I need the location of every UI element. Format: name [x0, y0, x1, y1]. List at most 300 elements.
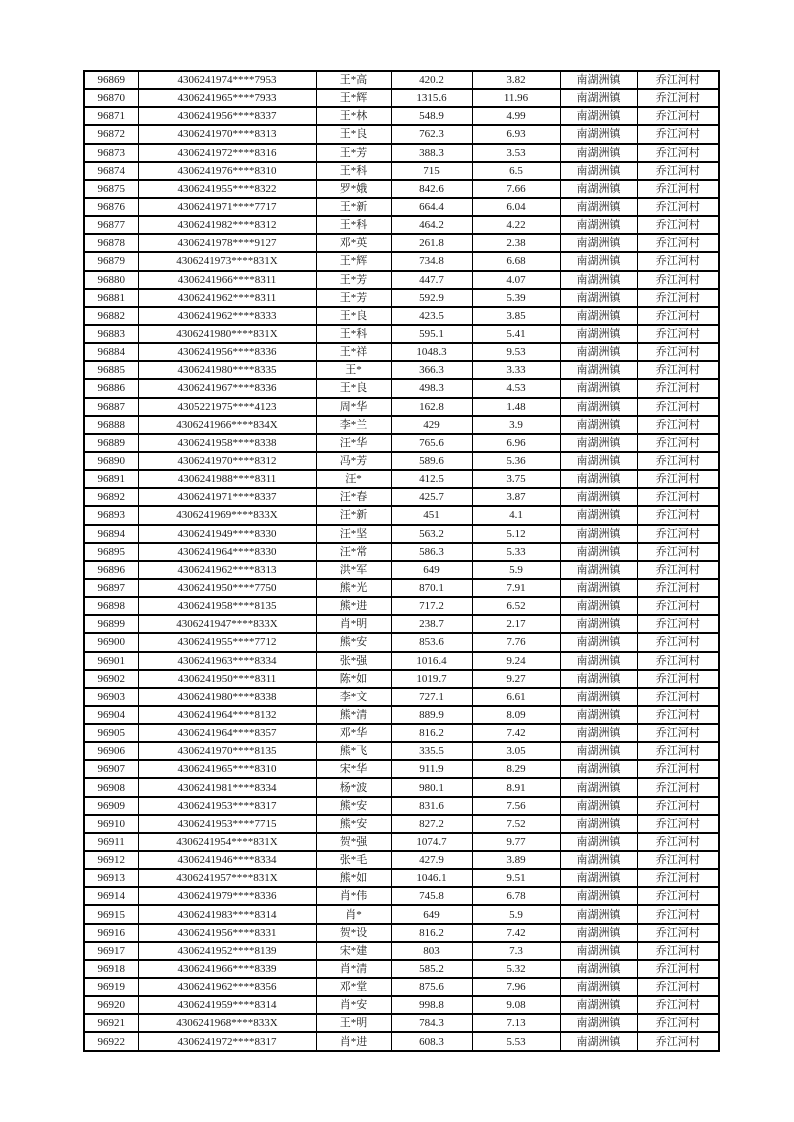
cell-town: 南湖洲镇 — [560, 89, 637, 107]
cell-village: 乔江河村 — [637, 1032, 719, 1050]
cell-amount: 427.9 — [391, 851, 472, 869]
cell-village: 乔江河村 — [637, 89, 719, 107]
cell-rate: 3.85 — [472, 307, 560, 325]
cell-masked-name: 肖*明 — [316, 615, 391, 633]
cell-amount: 451 — [391, 506, 472, 524]
cell-amount: 784.3 — [391, 1014, 472, 1032]
cell-masked-id-number: 4306241959****8314 — [138, 996, 316, 1014]
cell-masked-name: 熊*光 — [316, 579, 391, 597]
cell-serial-number: 96921 — [84, 1014, 138, 1032]
cell-town: 南湖洲镇 — [560, 216, 637, 234]
cell-rate: 5.39 — [472, 289, 560, 307]
cell-masked-name: 贺*设 — [316, 924, 391, 942]
cell-rate: 6.61 — [472, 688, 560, 706]
cell-rate: 5.36 — [472, 452, 560, 470]
cell-serial-number: 96903 — [84, 688, 138, 706]
cell-masked-id-number: 4306241962****8311 — [138, 289, 316, 307]
cell-town: 南湖洲镇 — [560, 597, 637, 615]
cell-masked-id-number: 4306241964****8330 — [138, 543, 316, 561]
cell-masked-id-number: 4305221975****4123 — [138, 398, 316, 416]
cell-village: 乔江河村 — [637, 833, 719, 851]
cell-rate: 7.52 — [472, 815, 560, 833]
cell-village: 乔江河村 — [637, 198, 719, 216]
cell-masked-name: 王*祥 — [316, 343, 391, 361]
cell-masked-id-number: 4306241976****8310 — [138, 162, 316, 180]
cell-amount: 1074.7 — [391, 833, 472, 851]
cell-village: 乔江河村 — [637, 271, 719, 289]
cell-amount: 816.2 — [391, 924, 472, 942]
cell-masked-id-number: 4306241946****8334 — [138, 851, 316, 869]
cell-village: 乔江河村 — [637, 216, 719, 234]
cell-rate: 6.5 — [472, 162, 560, 180]
cell-serial-number: 96893 — [84, 506, 138, 524]
cell-rate: 6.52 — [472, 597, 560, 615]
cell-amount: 447.7 — [391, 271, 472, 289]
cell-masked-id-number: 4306241966****834X — [138, 416, 316, 434]
cell-town: 南湖洲镇 — [560, 724, 637, 742]
cell-masked-id-number: 4306241974****7953 — [138, 71, 316, 89]
cell-masked-id-number: 4306241950****8311 — [138, 670, 316, 688]
cell-amount: 464.2 — [391, 216, 472, 234]
cell-village: 乔江河村 — [637, 978, 719, 996]
cell-rate: 4.1 — [472, 506, 560, 524]
cell-serial-number: 96901 — [84, 652, 138, 670]
cell-serial-number: 96885 — [84, 361, 138, 379]
cell-town: 南湖洲镇 — [560, 778, 637, 796]
cell-serial-number: 96894 — [84, 525, 138, 543]
cell-town: 南湖洲镇 — [560, 162, 637, 180]
cell-amount: 366.3 — [391, 361, 472, 379]
cell-masked-name: 王*明 — [316, 1014, 391, 1032]
cell-serial-number: 96875 — [84, 180, 138, 198]
cell-village: 乔江河村 — [637, 887, 719, 905]
cell-serial-number: 96889 — [84, 434, 138, 452]
cell-village: 乔江河村 — [637, 942, 719, 960]
cell-amount: 585.2 — [391, 960, 472, 978]
cell-serial-number: 96895 — [84, 543, 138, 561]
cell-town: 南湖洲镇 — [560, 289, 637, 307]
cell-town: 南湖洲镇 — [560, 543, 637, 561]
cell-masked-id-number: 4306241949****8330 — [138, 525, 316, 543]
cell-serial-number: 96908 — [84, 778, 138, 796]
cell-amount: 498.3 — [391, 379, 472, 397]
table-row — [84, 978, 719, 996]
cell-village: 乔江河村 — [637, 343, 719, 361]
cell-amount: 548.9 — [391, 107, 472, 125]
table-row — [84, 833, 719, 851]
cell-amount: 1016.4 — [391, 652, 472, 670]
cell-rate: 5.32 — [472, 960, 560, 978]
cell-masked-name: 王*良 — [316, 307, 391, 325]
cell-serial-number: 96886 — [84, 379, 138, 397]
cell-masked-id-number: 4306241956****8331 — [138, 924, 316, 942]
cell-village: 乔江河村 — [637, 597, 719, 615]
cell-masked-name: 王*科 — [316, 162, 391, 180]
cell-serial-number: 96884 — [84, 343, 138, 361]
cell-town: 南湖洲镇 — [560, 234, 637, 252]
table-row — [84, 996, 719, 1014]
cell-rate: 4.22 — [472, 216, 560, 234]
cell-masked-name: 熊*如 — [316, 869, 391, 887]
cell-rate: 4.07 — [472, 271, 560, 289]
cell-masked-id-number: 4306241955****7712 — [138, 633, 316, 651]
cell-town: 南湖洲镇 — [560, 271, 637, 289]
cell-village: 乔江河村 — [637, 670, 719, 688]
table-row — [84, 924, 719, 942]
cell-village: 乔江河村 — [637, 125, 719, 143]
cell-amount: 911.9 — [391, 760, 472, 778]
cell-masked-name: 王*芳 — [316, 289, 391, 307]
cell-serial-number: 96870 — [84, 89, 138, 107]
cell-village: 乔江河村 — [637, 144, 719, 162]
cell-rate: 3.89 — [472, 851, 560, 869]
cell-amount: 715 — [391, 162, 472, 180]
table-row — [84, 960, 719, 978]
cell-masked-id-number: 4306241980****831X — [138, 325, 316, 343]
table-row — [84, 724, 719, 742]
cell-rate: 9.77 — [472, 833, 560, 851]
cell-masked-id-number: 4306241956****8337 — [138, 107, 316, 125]
cell-masked-name: 洪*军 — [316, 561, 391, 579]
cell-village: 乔江河村 — [637, 416, 719, 434]
cell-town: 南湖洲镇 — [560, 670, 637, 688]
cell-masked-id-number: 4306241970****8135 — [138, 742, 316, 760]
cell-masked-name: 杨*波 — [316, 778, 391, 796]
cell-village: 乔江河村 — [637, 851, 719, 869]
cell-amount: 664.4 — [391, 198, 472, 216]
cell-amount: 261.8 — [391, 234, 472, 252]
cell-village: 乔江河村 — [637, 1014, 719, 1032]
cell-serial-number: 96876 — [84, 198, 138, 216]
cell-town: 南湖洲镇 — [560, 742, 637, 760]
cell-rate: 5.41 — [472, 325, 560, 343]
table-row — [84, 398, 719, 416]
cell-serial-number: 96874 — [84, 162, 138, 180]
cell-masked-name: 张*强 — [316, 652, 391, 670]
cell-serial-number: 96887 — [84, 398, 138, 416]
cell-village: 乔江河村 — [637, 543, 719, 561]
cell-masked-name: 肖* — [316, 905, 391, 923]
table-row — [84, 742, 719, 760]
cell-town: 南湖洲镇 — [560, 978, 637, 996]
cell-rate: 4.53 — [472, 379, 560, 397]
cell-amount: 998.8 — [391, 996, 472, 1014]
cell-village: 乔江河村 — [637, 905, 719, 923]
cell-serial-number: 96899 — [84, 615, 138, 633]
cell-town: 南湖洲镇 — [560, 361, 637, 379]
cell-masked-id-number: 4306241967****8336 — [138, 379, 316, 397]
cell-rate: 7.76 — [472, 633, 560, 651]
cell-rate: 7.42 — [472, 924, 560, 942]
cell-masked-id-number: 4306241952****8139 — [138, 942, 316, 960]
cell-amount: 412.5 — [391, 470, 472, 488]
cell-masked-name: 汪*华 — [316, 434, 391, 452]
cell-amount: 980.1 — [391, 778, 472, 796]
cell-village: 乔江河村 — [637, 797, 719, 815]
table-row — [84, 543, 719, 561]
cell-village: 乔江河村 — [637, 180, 719, 198]
cell-serial-number: 96909 — [84, 797, 138, 815]
table-row — [84, 597, 719, 615]
cell-town: 南湖洲镇 — [560, 688, 637, 706]
table-row — [84, 325, 719, 343]
cell-masked-name: 王*良 — [316, 379, 391, 397]
cell-masked-name: 陈*如 — [316, 670, 391, 688]
cell-masked-id-number: 4306241982****8312 — [138, 216, 316, 234]
cell-serial-number: 96904 — [84, 706, 138, 724]
subsidy-roster-table — [83, 70, 720, 1052]
cell-masked-name: 冯*芳 — [316, 452, 391, 470]
cell-masked-id-number: 4306241971****7717 — [138, 198, 316, 216]
cell-masked-name: 肖*伟 — [316, 887, 391, 905]
cell-town: 南湖洲镇 — [560, 107, 637, 125]
cell-rate: 5.9 — [472, 905, 560, 923]
cell-town: 南湖洲镇 — [560, 343, 637, 361]
cell-town: 南湖洲镇 — [560, 1014, 637, 1032]
cell-rate: 8.29 — [472, 760, 560, 778]
cell-amount: 238.7 — [391, 615, 472, 633]
cell-village: 乔江河村 — [637, 652, 719, 670]
cell-town: 南湖洲镇 — [560, 525, 637, 543]
table-row — [84, 1014, 719, 1032]
cell-masked-id-number: 4306241971****8337 — [138, 488, 316, 506]
cell-rate: 9.53 — [472, 343, 560, 361]
cell-masked-name: 王*辉 — [316, 252, 391, 270]
cell-amount: 388.3 — [391, 144, 472, 162]
cell-serial-number: 96920 — [84, 996, 138, 1014]
cell-masked-name: 周*华 — [316, 398, 391, 416]
cell-village: 乔江河村 — [637, 470, 719, 488]
cell-serial-number: 96888 — [84, 416, 138, 434]
table-row — [84, 633, 719, 651]
cell-masked-name: 王*林 — [316, 107, 391, 125]
cell-village: 乔江河村 — [637, 488, 719, 506]
table-row — [84, 125, 719, 143]
cell-serial-number: 96879 — [84, 252, 138, 270]
cell-serial-number: 96917 — [84, 942, 138, 960]
cell-town: 南湖洲镇 — [560, 996, 637, 1014]
cell-masked-id-number: 4306241972****8316 — [138, 144, 316, 162]
cell-rate: 5.53 — [472, 1032, 560, 1050]
cell-amount: 717.2 — [391, 597, 472, 615]
cell-rate: 5.9 — [472, 561, 560, 579]
cell-village: 乔江河村 — [637, 633, 719, 651]
cell-masked-id-number: 4306241970****8313 — [138, 125, 316, 143]
cell-serial-number: 96907 — [84, 760, 138, 778]
cell-amount: 727.1 — [391, 688, 472, 706]
cell-rate: 4.99 — [472, 107, 560, 125]
table-row — [84, 180, 719, 198]
cell-amount: 592.9 — [391, 289, 472, 307]
cell-rate: 9.51 — [472, 869, 560, 887]
cell-masked-id-number: 4306241964****8357 — [138, 724, 316, 742]
cell-amount: 827.2 — [391, 815, 472, 833]
cell-town: 南湖洲镇 — [560, 706, 637, 724]
cell-amount: 586.3 — [391, 543, 472, 561]
cell-village: 乔江河村 — [637, 760, 719, 778]
cell-masked-id-number: 4306241979****8336 — [138, 887, 316, 905]
cell-masked-id-number: 4306241980****8338 — [138, 688, 316, 706]
cell-serial-number: 96916 — [84, 924, 138, 942]
cell-masked-id-number: 4306241965****8310 — [138, 760, 316, 778]
cell-masked-name: 王*芳 — [316, 271, 391, 289]
cell-town: 南湖洲镇 — [560, 71, 637, 89]
cell-rate: 3.33 — [472, 361, 560, 379]
table-row — [84, 1032, 719, 1050]
cell-village: 乔江河村 — [637, 452, 719, 470]
cell-rate: 2.17 — [472, 615, 560, 633]
table-row — [84, 252, 719, 270]
table-row — [84, 942, 719, 960]
table-row — [84, 815, 719, 833]
cell-amount: 1048.3 — [391, 343, 472, 361]
cell-masked-id-number: 4306241953****8317 — [138, 797, 316, 815]
cell-serial-number: 96911 — [84, 833, 138, 851]
cell-masked-name: 王*辉 — [316, 89, 391, 107]
cell-masked-name: 邓*堂 — [316, 978, 391, 996]
cell-rate: 3.82 — [472, 71, 560, 89]
cell-serial-number: 96880 — [84, 271, 138, 289]
cell-village: 乔江河村 — [637, 996, 719, 1014]
cell-rate: 9.24 — [472, 652, 560, 670]
cell-rate: 7.66 — [472, 180, 560, 198]
cell-town: 南湖洲镇 — [560, 1032, 637, 1050]
cell-rate: 1.48 — [472, 398, 560, 416]
cell-masked-id-number: 4306241958****8338 — [138, 434, 316, 452]
table-row — [84, 652, 719, 670]
cell-village: 乔江河村 — [637, 361, 719, 379]
cell-masked-id-number: 4306241950****7750 — [138, 579, 316, 597]
table-row — [84, 488, 719, 506]
cell-village: 乔江河村 — [637, 924, 719, 942]
cell-serial-number: 96878 — [84, 234, 138, 252]
cell-masked-name: 宋*华 — [316, 760, 391, 778]
cell-amount: 765.6 — [391, 434, 472, 452]
cell-masked-name: 宋*建 — [316, 942, 391, 960]
cell-town: 南湖洲镇 — [560, 652, 637, 670]
cell-village: 乔江河村 — [637, 162, 719, 180]
table-row — [84, 797, 719, 815]
table-row — [84, 271, 719, 289]
cell-serial-number: 96906 — [84, 742, 138, 760]
table-row — [84, 162, 719, 180]
cell-village: 乔江河村 — [637, 398, 719, 416]
cell-masked-name: 王*科 — [316, 325, 391, 343]
cell-serial-number: 96896 — [84, 561, 138, 579]
cell-amount: 889.9 — [391, 706, 472, 724]
cell-rate: 7.56 — [472, 797, 560, 815]
table-row — [84, 144, 719, 162]
cell-masked-name: 李*文 — [316, 688, 391, 706]
cell-serial-number: 96910 — [84, 815, 138, 833]
cell-serial-number: 96871 — [84, 107, 138, 125]
cell-masked-name: 肖*进 — [316, 1032, 391, 1050]
table-row — [84, 470, 719, 488]
cell-serial-number: 96872 — [84, 125, 138, 143]
cell-masked-id-number: 4306241962****8356 — [138, 978, 316, 996]
cell-masked-id-number: 4306241988****8311 — [138, 470, 316, 488]
cell-village: 乔江河村 — [637, 615, 719, 633]
cell-rate: 2.38 — [472, 234, 560, 252]
cell-rate: 11.96 — [472, 89, 560, 107]
cell-masked-name: 汪*春 — [316, 488, 391, 506]
cell-town: 南湖洲镇 — [560, 851, 637, 869]
cell-serial-number: 96912 — [84, 851, 138, 869]
cell-village: 乔江河村 — [637, 579, 719, 597]
cell-village: 乔江河村 — [637, 525, 719, 543]
cell-masked-id-number: 4306241963****8334 — [138, 652, 316, 670]
cell-amount: 608.3 — [391, 1032, 472, 1050]
cell-town: 南湖洲镇 — [560, 506, 637, 524]
cell-serial-number: 96897 — [84, 579, 138, 597]
cell-village: 乔江河村 — [637, 434, 719, 452]
cell-town: 南湖洲镇 — [560, 905, 637, 923]
cell-serial-number: 96919 — [84, 978, 138, 996]
cell-town: 南湖洲镇 — [560, 379, 637, 397]
table-row — [84, 905, 719, 923]
cell-town: 南湖洲镇 — [560, 633, 637, 651]
cell-masked-id-number: 4306241964****8132 — [138, 706, 316, 724]
table-body — [84, 71, 719, 1051]
cell-rate: 3.75 — [472, 470, 560, 488]
cell-village: 乔江河村 — [637, 778, 719, 796]
table-row — [84, 343, 719, 361]
cell-village: 乔江河村 — [637, 107, 719, 125]
cell-rate: 7.13 — [472, 1014, 560, 1032]
cell-town: 南湖洲镇 — [560, 180, 637, 198]
cell-amount: 842.6 — [391, 180, 472, 198]
cell-town: 南湖洲镇 — [560, 887, 637, 905]
cell-village: 乔江河村 — [637, 506, 719, 524]
cell-masked-name: 熊*进 — [316, 597, 391, 615]
cell-masked-id-number: 4306241958****8135 — [138, 597, 316, 615]
table-row — [84, 525, 719, 543]
table-row — [84, 71, 719, 89]
table-row — [84, 670, 719, 688]
cell-amount: 762.3 — [391, 125, 472, 143]
cell-masked-id-number: 4306241973****831X — [138, 252, 316, 270]
cell-masked-name: 王*良 — [316, 125, 391, 143]
cell-masked-id-number: 4306241955****8322 — [138, 180, 316, 198]
cell-rate: 9.27 — [472, 670, 560, 688]
cell-town: 南湖洲镇 — [560, 869, 637, 887]
cell-masked-id-number: 4306241956****8336 — [138, 343, 316, 361]
table-row — [84, 506, 719, 524]
cell-village: 乔江河村 — [637, 307, 719, 325]
table-row — [84, 851, 719, 869]
cell-rate: 3.53 — [472, 144, 560, 162]
cell-serial-number: 96869 — [84, 71, 138, 89]
cell-serial-number: 96900 — [84, 633, 138, 651]
cell-masked-name: 李*兰 — [316, 416, 391, 434]
table-row — [84, 778, 719, 796]
cell-masked-id-number: 4306241966****8339 — [138, 960, 316, 978]
cell-masked-name: 熊*安 — [316, 815, 391, 833]
cell-masked-id-number: 4306241953****7715 — [138, 815, 316, 833]
table-row — [84, 216, 719, 234]
table-row — [84, 379, 719, 397]
table-row — [84, 869, 719, 887]
cell-masked-name: 熊*安 — [316, 633, 391, 651]
cell-amount: 335.5 — [391, 742, 472, 760]
cell-masked-id-number: 4306241980****8335 — [138, 361, 316, 379]
table-row — [84, 234, 719, 252]
cell-town: 南湖洲镇 — [560, 434, 637, 452]
cell-village: 乔江河村 — [637, 379, 719, 397]
cell-amount: 816.2 — [391, 724, 472, 742]
cell-rate: 3.9 — [472, 416, 560, 434]
cell-town: 南湖洲镇 — [560, 797, 637, 815]
